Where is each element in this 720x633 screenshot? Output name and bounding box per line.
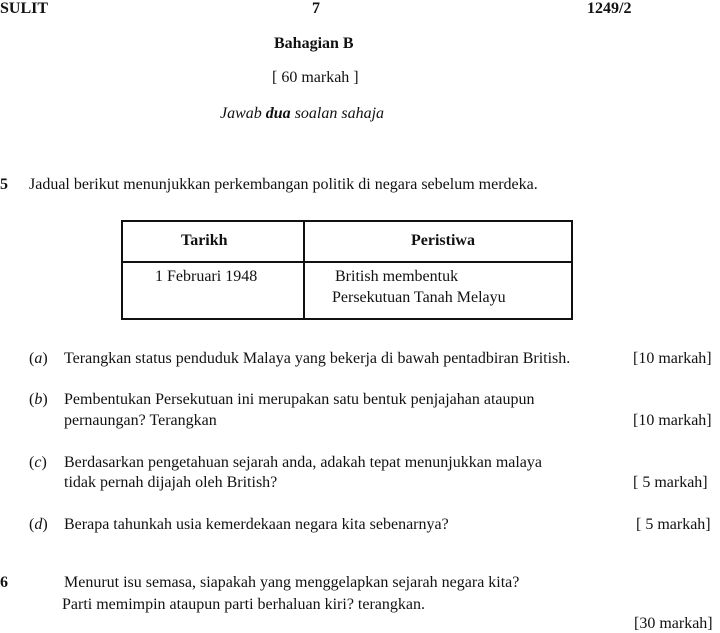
part-d-text: Berapa tahunkah usia kemerdekaan negara kita sebenarnya? — [64, 516, 449, 533]
q6-text-line1: Menurut isu semasa, siapakah yang menggelapkan sejarah negara kita? — [64, 574, 520, 591]
q5-number: 5 — [0, 176, 8, 193]
part-c-text-line2: tidak pernah dijajah oleh British? — [64, 474, 278, 491]
part-b-marks: [10 markah] — [633, 412, 712, 429]
table-header-rule — [123, 261, 571, 263]
part-c-marks: [ 5 markah] — [633, 474, 708, 491]
events-table — [121, 220, 573, 320]
q6-marks: [30 markah] — [634, 615, 713, 632]
page-number: 7 — [312, 0, 320, 17]
table-header-event: Peristiwa — [411, 232, 475, 249]
section-instruction: Jawab dua soalan sahaja — [220, 105, 385, 122]
q5-stem: Jadual berikut menunjukkan perkembangan politik di negara sebelum merdeka. — [29, 176, 538, 193]
part-b-text-line2: pernaungan? Terangkan — [64, 412, 217, 429]
paper-code: 1249/2 — [587, 0, 632, 17]
table-cell-event-line1: British membentuk — [335, 268, 459, 285]
q6-text-line2: Parti memimpin ataupun parti berhaluan kiri? terangkan. — [62, 596, 425, 613]
header-left: SULIT — [0, 0, 49, 17]
part-label-c: (c) — [29, 454, 47, 471]
part-label-a: (a) — [29, 350, 48, 367]
part-d-marks: [ 5 markah] — [636, 516, 711, 533]
table-cell-date: 1 Februari 1948 — [155, 268, 258, 285]
part-c-text-line1: Berdasarkan pengetahuan sejarah anda, adakah tepat menunjukkan malaya — [64, 454, 543, 471]
section-marks: [ 60 markah ] — [272, 69, 359, 86]
instruction-emphasis: dua — [265, 105, 291, 122]
table-cell-event-line2: Persekutuan Tanah Melayu — [332, 289, 506, 306]
section-title: Bahagian B — [274, 35, 354, 52]
table-divider — [303, 222, 305, 318]
part-label-d: (d) — [29, 516, 48, 533]
q6-number: 6 — [0, 574, 8, 591]
part-b-text-line1: Pembentukan Persekutuan ini merupakan satu bentuk penjajahan ataupun — [64, 391, 535, 408]
part-label-b: (b) — [29, 391, 48, 408]
table-header-date: Tarikh — [181, 232, 228, 249]
part-a-text: Terangkan status penduduk Malaya yang bekerja di bawah pentadbiran British. — [64, 350, 571, 367]
part-a-marks: [10 markah] — [633, 350, 712, 367]
